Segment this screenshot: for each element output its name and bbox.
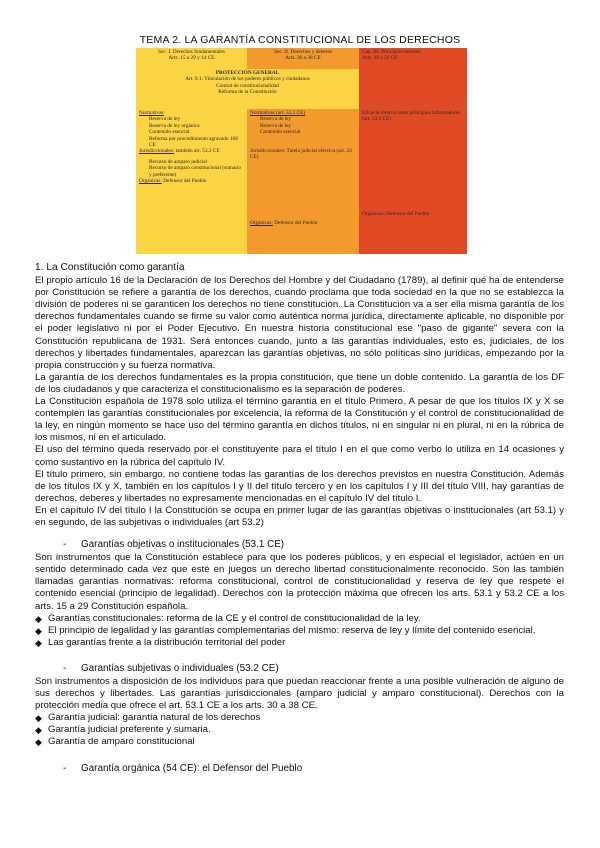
diamond-bullet-icon: ◆ — [35, 713, 42, 724]
table-body-col3: Eficacia directa como principios informadores (art. 53.3 CE) Orgánicas: Defensor del Pueblo — [359, 109, 467, 254]
paragraph: La garantía de los derechos fundamentales es la propia constitución, que tiene un doble contenido. La garantía de los DF de los ciudadanos y que caracteriza el constitucionalismo es la separación de poderes. — [35, 371, 564, 395]
diamond-bullet-icon: ◆ — [35, 725, 42, 736]
subsection-subjective-guarantees: - Garantías subjetivas o individuales (53.2 CE) — [63, 662, 279, 674]
table-body-col2: Normativas (art. 53.1 CE) Reserva de ley Reserva de ley Contenido esencial Jurisdiccionales: Tutela judicial efectiva (art. 24 CE) Orgánicas: Defensor del Pueblo — [247, 109, 359, 254]
subsection-organic-guarantee: - Garantía orgánica (54 CE): el Defensor del Pueblo — [63, 762, 303, 774]
table-body-col1: Normativas Reserva de ley Reserva de ley orgánica Contenido esencial Reforma por procedimiento agravado 168 CE Jurisdiccionales: también art. 53.2 CE Recurso de amparo judicial Recurso de amparo constitucional (sumario y preferente) Orgánicas: Defensor del Pueblo — [136, 109, 247, 254]
bullet-item: ◆ Garantía judicial preferente y sumaria. — [35, 724, 211, 736]
table-head-col1: Sec. I. Derechos fundamentales Arts. 15 a 29 y 14 CE — [136, 48, 247, 69]
subsection-objective-guarantees: - Garantías objetivas o institucionales (53.1 CE) — [63, 539, 285, 551]
bullet-item: ◆ Las garantías frente a la distribución territorial del poder — [35, 636, 286, 648]
page-title: TEMA 2. LA GARANTÍA CONSTITUCIONAL DE LOS DERECHOS — [139, 34, 461, 46]
diamond-bullet-icon: ◆ — [35, 613, 42, 624]
guarantees-table — [136, 48, 467, 254]
paragraph: El uso del término queda reservado por el constituyente para el título I en el que como verbo lo utiliza en 14 ocasiones y como sustantivo en la rúbrica del capítulo IV. — [35, 444, 564, 468]
diamond-bullet-icon: ◆ — [35, 625, 42, 636]
paragraph: El título primero, sin embargo, no contiene todas las garantías de los derechos previstos en nuestra Constitución. Además de los títulos IX y X, también en los capítulos I y II del título tercero y en los capítulos I y III del título VIII, hay garantías de derechos, deberes y libertades no expresamente mencionadas en el capítulo IV del título I. — [35, 468, 564, 504]
diamond-bullet-icon: ◆ — [35, 737, 42, 748]
diamond-bullet-icon: ◆ — [35, 637, 42, 648]
paragraph: La Constitución española de 1978 solo utiliza el término garantía en el título Primero. A pesar de que los títulos IX y X se contemplen las garantías constitucionales por excelencia, la reforma de la Constitución y el control de constitucionalidad de la ley, en ningún momento se hace uso del término garantía en dichos títulos, ni en singular ni en plural, ni en la rúbrica de los mismos, ni en el articulado. — [35, 396, 564, 444]
paragraph: El propio artículo 16 de la Declaración de los Derechos del Hombre y del Ciudadano (1789), al definir qué ha de entenderse por Constitución se refiere a garantía de los derechos, cuando proclama que toda sociedad en la que no se establezca la división de poderes ni se garanticen los derechos no tiene constitución. La Constitución va a ser ella misma garantía de los derechos fundamentales cuando se firme su valor como auténtica norma jurídica, directamente aplicable, no disponible por el poder legislativo ni por el Poder Ejecutivo. En nuestra historia constitucional ese "paso de gigante" severa con la Constitución republicana de 1931. Será entonces cuando, junto a las garantías individuales, esto es, judiciales, de los derechos y libertades fundamentales, aparezcan las garantías objetivas, no sólo políticas sino jurídicas, empezando por la propia construcción y su fuerza normativa. — [35, 275, 564, 371]
paragraph: Son instrumentos a disposición de los individuos para que puedan reaccionar frente a una posible vulneración de alguno de sus derechos y libertades. Las garantías jurisdiccionales (amparo judicial y amparo constitucional). Derechos con la protección media que ofrece el art. 53.1 CE a los arts. 30 a 38 CE. — [35, 676, 564, 712]
table-protection-filler — [359, 69, 467, 109]
table-protection-general: PROTECCIÓN GENERAL Art. 9.1: Vinculación de los poderes públicos y ciudadanos Control de constitucionalidad Reforma de la Constitución — [136, 69, 359, 109]
paragraph: Son instrumentos que la Constitución establece para que los poderes públicos, y en especial el legislador, actúen en un sentido determinado cada vez que esté en juegos un derecho libertad constitucionalmente reconocido. Son las también llamadas garantías normativas: reforma constitucional, control de constitucionalidad y reserva de ley que respete el contenido esencial (principio de legalidad). Derechos con la protección máxima que ofrecen los arts. 53.1 y 53.2 CE a los arts. 15 a 29 Constitución española. — [35, 552, 564, 612]
paragraph: En el capítulo IV del título I la Constitución se ocupa en primer lugar de las garantías objetivas o institucionales (art 53.1) y en segundo, de las subjetivas o individuales (art 53.2) — [35, 504, 564, 528]
bullet-item: ◆ Garantías constitucionales: reforma de la CE y el control de constitucionalidad de la ley. — [35, 612, 421, 624]
bullet-item: ◆ Garantía judicial: garantía natural de los derechos — [35, 712, 261, 724]
section-heading: 1. La Constitución como garantía — [35, 262, 185, 273]
bullet-item: ◆ El principio de legalidad y las garantías complementarias del mismo: reserva de ley y límite del contenido esencial. — [35, 624, 536, 636]
table-head-col2: Sec. II. Derechos y deberes Arts. 30 a 38 CE — [247, 48, 359, 69]
document-body — [35, 262, 564, 776]
bullet-item: ◆ Garantía de amparo constitucional — [35, 736, 195, 748]
table-head-col3: Cap. III. Principios rectores Arts. 39 a 52 CE — [359, 48, 467, 69]
